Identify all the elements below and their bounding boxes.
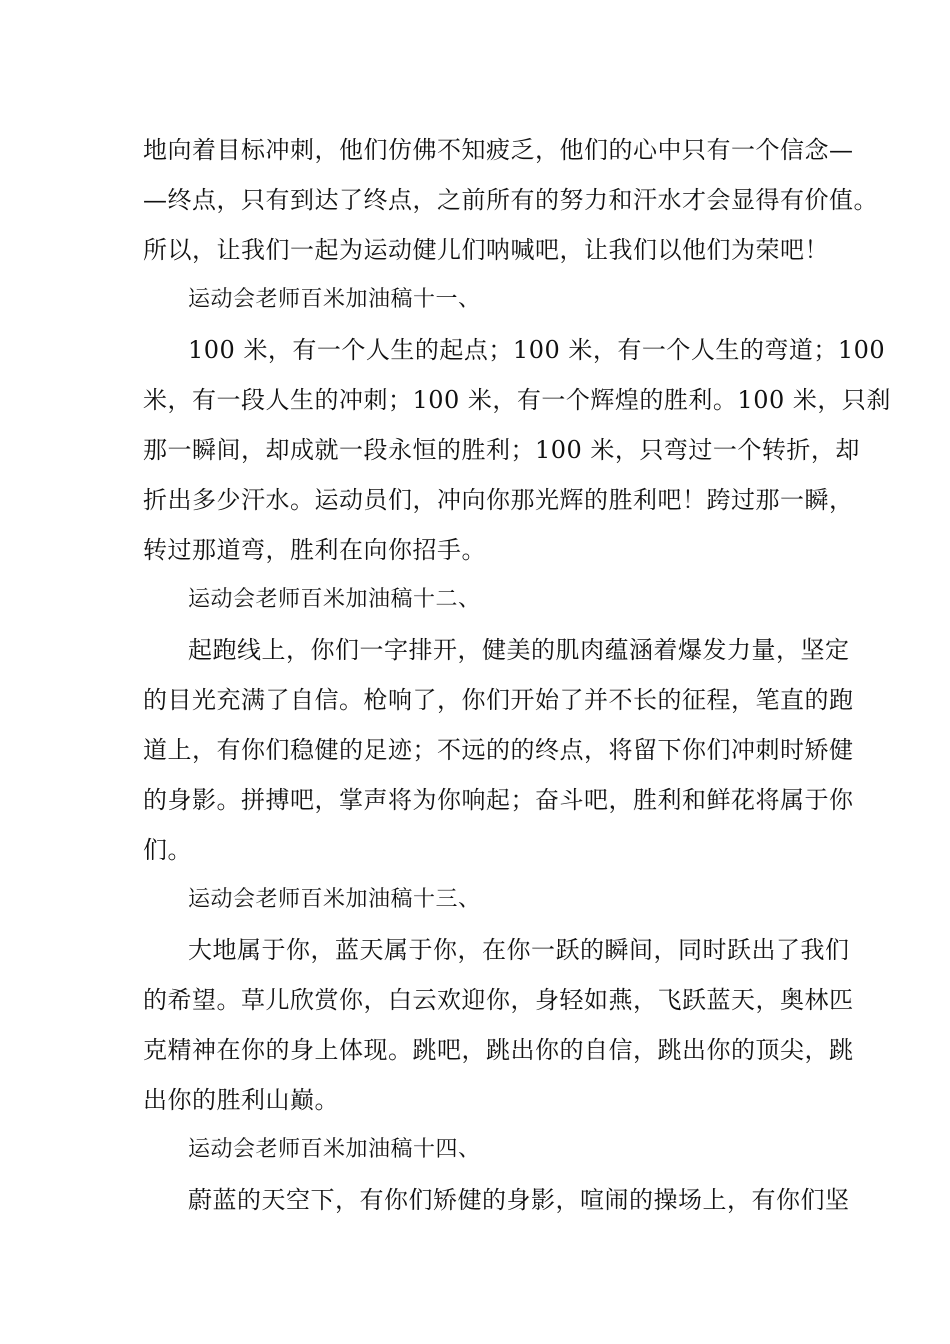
body-text-line: 的目光充满了自信。枪响了，你们开始了并不长的征程，笔直的跑 (143, 686, 854, 714)
body-text-line: 道上，有你们稳健的足迹；不远的的终点，将留下你们冲刺时矫健 (143, 736, 854, 764)
body-text-line: —终点，只有到达了终点，之前所有的努力和汗水才会显得有价值。 (143, 186, 878, 214)
body-text-line: 的身影。拼搏吧，掌声将为你响起；奋斗吧，胜利和鲜花将属于你 (143, 786, 854, 814)
paragraph-first-line: 100 米，有一个人生的起点；100 米，有一个人生的弯道；100 (188, 336, 886, 364)
body-text-line: 克精神在你的身上体现。跳吧，跳出你的自信，跳出你的顶尖，跳 (143, 1036, 854, 1064)
body-text-line: 那一瞬间，却成就一段永恒的胜利；100 米，只弯过一个转折，却 (143, 436, 860, 464)
section-heading: 运动会老师百米加油稿十四、 (188, 1137, 481, 1162)
section-heading: 运动会老师百米加油稿十一、 (188, 287, 481, 312)
paragraph-first-line: 起跑线上，你们一字排开，健美的肌肉蕴涵着爆发力量，坚定 (188, 636, 850, 664)
section-heading: 运动会老师百米加油稿十二、 (188, 587, 481, 612)
body-text-line: 地向着目标冲刺，他们仿佛不知疲乏，他们的心中只有一个信念— (143, 136, 854, 164)
body-text-line: 的希望。草儿欣赏你，白云欢迎你，身轻如燕，飞跃蓝天，奥林匹 (143, 986, 854, 1014)
body-text-line: 米，有一段人生的冲刺；100 米，有一个辉煌的胜利。100 米，只刹 (143, 386, 891, 414)
body-text-line: 折出多少汗水。运动员们，冲向你那光辉的胜利吧！跨过那一瞬， (143, 486, 854, 514)
section-heading: 运动会老师百米加油稿十三、 (188, 887, 481, 912)
body-text-line: 转过那道弯，胜利在向你招手。 (143, 536, 486, 564)
paragraph-first-line: 蔚蓝的天空下，有你们矫健的身影，喧闹的操场上，有你们坚 (188, 1186, 850, 1214)
body-text-line: 所以，让我们一起为运动健儿们呐喊吧，让我们以他们为荣吧！ (143, 236, 829, 264)
paragraph-first-line: 大地属于你，蓝天属于你，在你一跃的瞬间，同时跃出了我们 (188, 936, 850, 964)
body-text-line: 出你的胜利山巅。 (143, 1086, 339, 1114)
body-text-line: 们。 (143, 836, 192, 864)
